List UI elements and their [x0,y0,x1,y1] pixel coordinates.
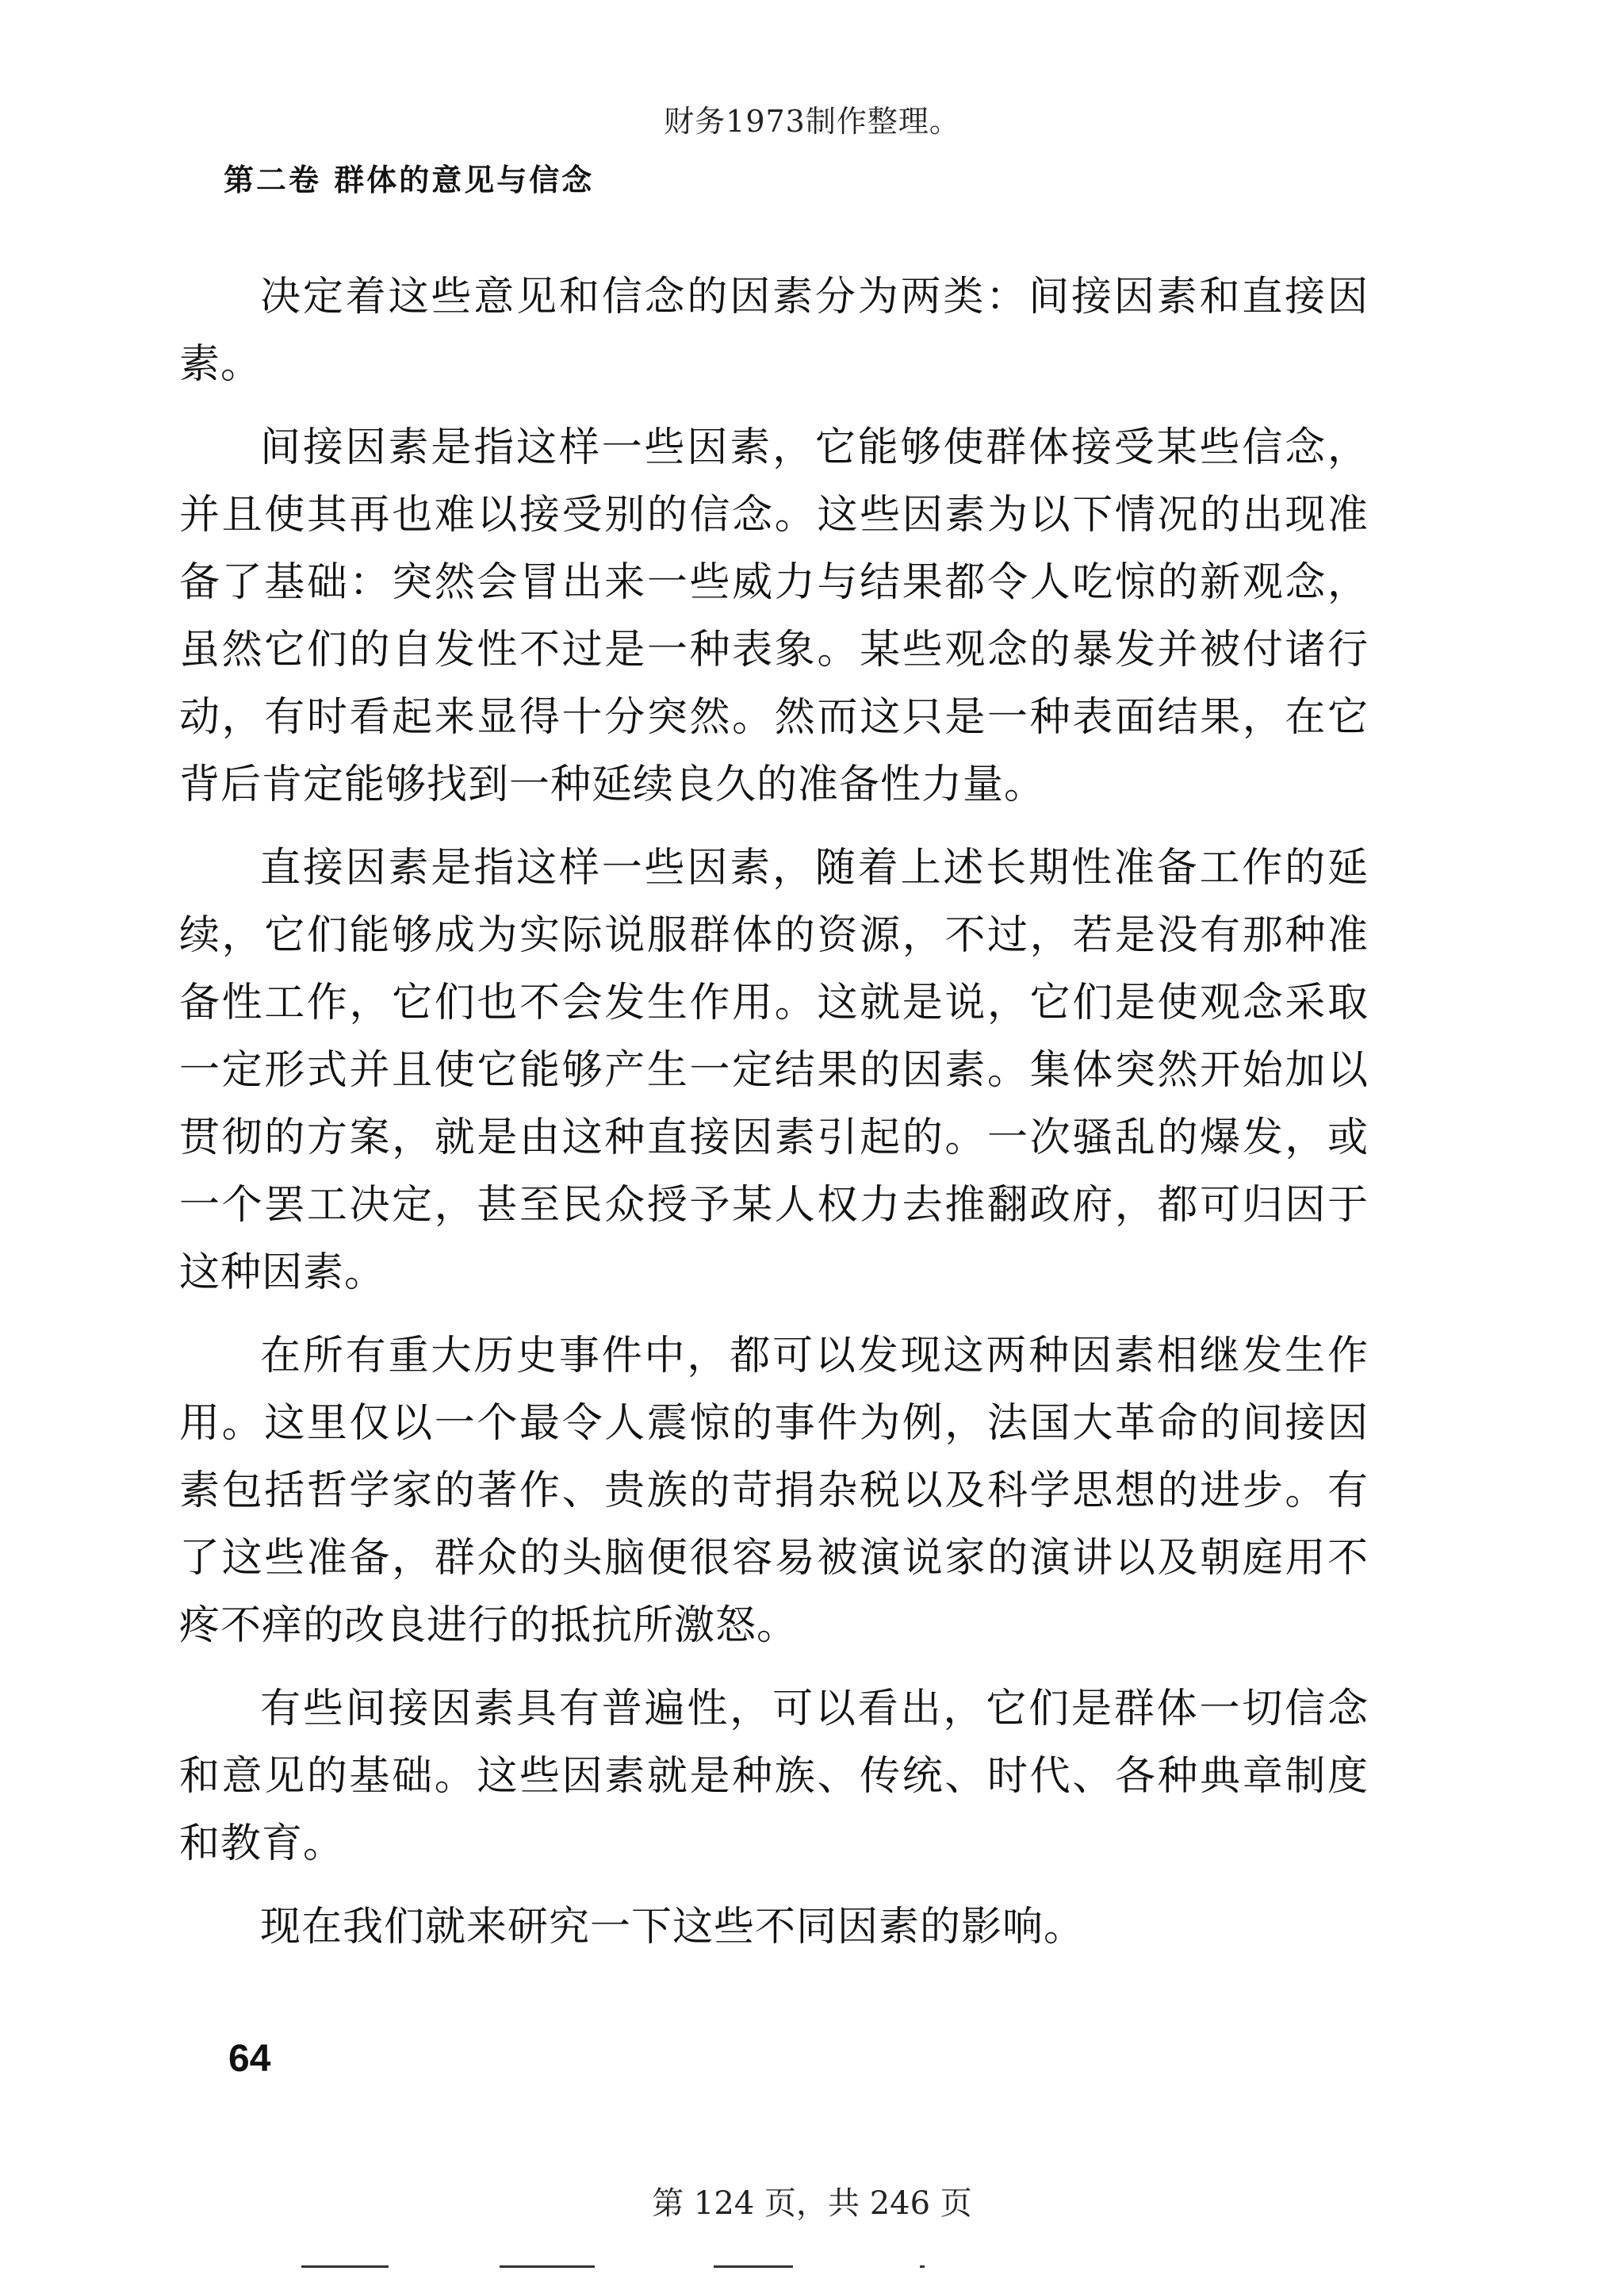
paragraph: 间接因素是指这样一些因素，它能够使群体接受某些信念，并且使其再也难以接受别的信念。这些因素为以下情况的出现准备了基础：突然会冒出来一些威力与结果都令人吃惊的新观念，虽然它们的自发性不过是一种表象。某些观念的暴发并被付诸行动，有时看起来显得十分突然。然而这只是一种表面结果，在它背后肯定能够找到一种延续良久的准备性力量。 [179,424,1369,808]
paragraph: 在所有重大历史事件中，都可以发现这两种因素相继发生作用。这里仅以一个最令人震惊的事件为例，法国大革命的间接因素包括哲学家的著作、贵族的苛捐杂税以及科学思想的进步。有了这些准备，群众的头脑便很容易被演说家的演讲以及朝庭用不疼不痒的改良进行的抵抗所激怒。 [179,1333,1369,1649]
page-footer: 第 124 页，共 246 页 [652,2185,972,2222]
page-number: 64 [228,2038,271,2080]
body-text [179,263,1369,1961]
scan-artifacts [301,2262,936,2273]
paragraph: 有些间接因素具有普遍性，可以看出，它们是群体一切信念和意见的基础。这些因素就是种族、传统、时代、各种典章制度和教育。 [179,1686,1369,1867]
paragraph: 决定着这些意见和信念的因素分为两类：间接因素和直接因素。 [179,274,1369,388]
running-header: 第二卷 群体的意见与信念 [224,162,595,198]
paragraph: 现在我们就来研究一下这些不同因素的影响。 [260,1904,1086,1951]
paragraph: 直接因素是指这样一些因素，随着上述长期性准备工作的延续，它们能够成为实际说服群体的资源，不过，若是没有那种准备性工作，它们也不会发生作用。这就是说，它们是使观念采取一定形式并且使它能够产生一定结果的因素。集体突然开始加以贯彻的方案，就是由这种直接因素引起的。一次骚乱的爆发，或一个罢工决定，甚至民众授予某人权力去推翻政府，都可归因于这种因素。 [179,845,1369,1296]
watermark-text: 财务1973制作整理。 [664,104,960,139]
